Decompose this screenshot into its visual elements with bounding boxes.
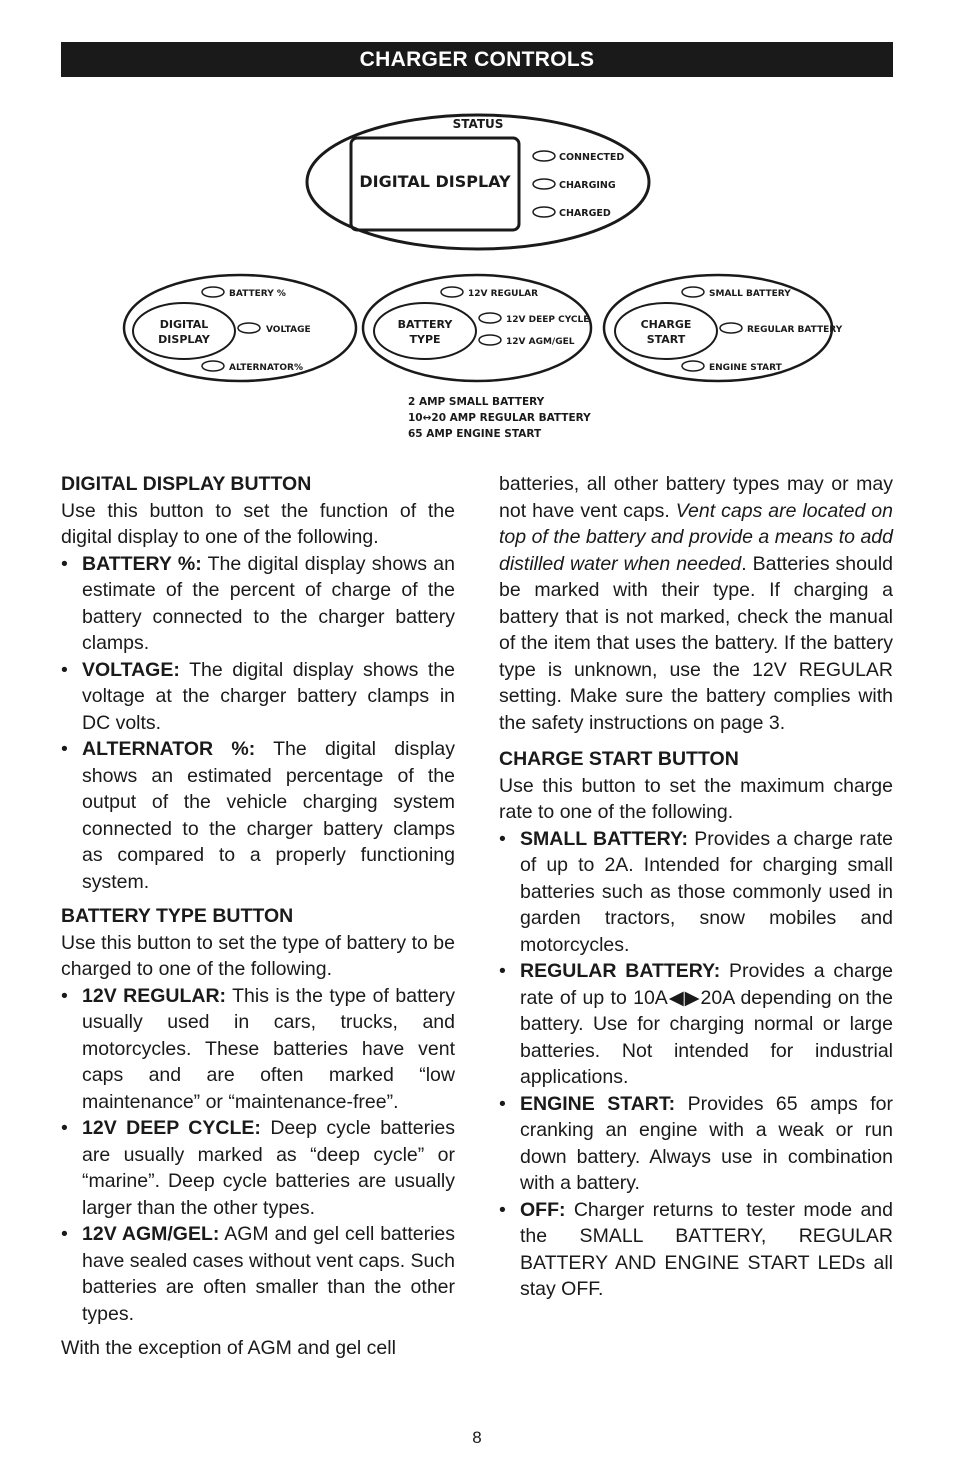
left-column [61,471,455,1362]
led-battery-percent-label: BATTERY % [229,289,286,299]
led-small-battery-label: SMALL BATTERY [709,289,791,299]
led-charging-icon [533,179,555,189]
led-voltage-label: VOLTAGE [266,325,311,335]
led-12v-agm-gel-label: 12V AGM/GEL [506,337,575,347]
led-regular-battery-label: REGULAR BATTERY [747,325,843,335]
led-alternator-icon [202,361,224,371]
digital-display-intro: Use this button to set the function of the digital display to one of the following. [61,499,455,548]
led-engine-start-icon [682,361,704,371]
note-regular-battery: 10↔20 AMP REGULAR BATTERY [408,412,591,424]
led-battery-percent-icon [202,287,224,297]
list-item: • BATTERY %: The digital display shows an estimate of the percent of charge of the battery connected to the charger battery clamps. [61,551,455,657]
digital-display-label: DIGITAL DISPLAY [359,172,511,191]
charge-start-intro: Use this button to set the maximum charge rate to one of the following. [499,774,893,823]
status-label: STATUS [452,117,504,131]
charge-start-button-label-1: CHARGE [640,318,692,331]
list-item: • SMALL BATTERY: Provides a charge rate of up to 2A. Intended for charging small batteries such as those commonly used in garden tractors, snow mobiles and motorcycles. [499,826,893,959]
led-connected-label: CONNECTED [559,152,625,163]
section-title: CHARGER CONTROLS [359,47,595,71]
led-12v-agm-gel-icon [479,335,501,345]
led-connected-icon [533,151,555,161]
list-item: • OFF: Charger returns to tester mode and the SMALL BATTERY, REGULAR BATTERY AND ENGINE START LEDs all stay OFF. [499,1197,893,1303]
list-item: • 12V DEEP CYCLE: Deep cycle batteries are usually marked as “deep cycle” or “marine”. Deep cycle batteries are usually larger than the other types. [61,1115,455,1221]
list-item: • ENGINE START: Provides 65 amps for cranking an engine with a weak or run down battery. Always use in combination with a battery. [499,1091,893,1197]
digital-display-list [61,551,455,896]
note-small-battery: 2 AMP SMALL BATTERY [408,396,545,408]
led-12v-regular-icon [441,287,463,297]
charge-start-button[interactable] [615,303,717,359]
battery-type-list [61,983,455,1328]
digital-display-heading: DIGITAL DISPLAY BUTTON [61,473,312,495]
led-12v-deep-cycle-label: 12V DEEP CYCLE [506,315,590,325]
led-charged-icon [533,207,555,217]
led-regular-battery-icon [720,323,742,333]
charger-controls-diagram [0,100,954,445]
led-charging-label: CHARGING [559,180,616,191]
battery-type-button-label-1: BATTERY [397,318,453,331]
battery-type-button-label-2: TYPE [409,333,441,346]
battery-type-intro: Use this button to set the type of battery to be charged to one of the following. [61,931,455,980]
page-number: 8 [472,1428,482,1447]
battery-type-closing: With the exception of AGM and gel cell [61,1337,396,1359]
battery-type-heading: BATTERY TYPE BUTTON [61,905,294,927]
note-engine-start: 65 AMP ENGINE START [408,428,542,440]
charge-start-button-label-2: START [646,333,686,346]
list-item: • 12V AGM/GEL: AGM and gel cell batteries have sealed cases without vent caps. Such batteries are often smaller than the other types. [61,1221,455,1327]
led-small-battery-icon [682,287,704,297]
battery-type-button[interactable] [374,303,476,359]
led-12v-deep-cycle-icon [479,313,501,323]
led-engine-start-label: ENGINE START [709,363,782,373]
digital-display-button-label-1: DIGITAL [159,318,209,331]
battery-type-continued: batteries, all other battery types may or may not have vent caps. Vent caps are located on top of the battery and provide a means to add distilled water when needed. Batteries should be marked with their type. If charging a battery that is not marked, check the manual of the item that uses the battery. If the battery type is unknown, use the 12V REGULAR setting. Make sure the battery complies with the safety instructions on page 3. [499,473,894,734]
digital-display-button-label-2: DISPLAY [158,333,210,346]
charge-start-list [499,826,893,1303]
list-item: • VOLTAGE: The digital display shows the voltage at the charger battery clamps in DC volts. [61,657,455,737]
right-column [499,471,893,1303]
section-title-bar [61,42,893,77]
led-alternator-label: ALTERNATOR% [229,363,303,373]
led-12v-regular-label: 12V REGULAR [468,289,539,299]
charge-start-heading: CHARGE START BUTTON [499,748,739,770]
digital-display-button[interactable] [133,303,235,359]
list-item: • ALTERNATOR %: The digital display shows an estimated percentage of the output of the vehicle charging system connected to the charger battery clamps as compared to a properly functioning system. [61,736,455,895]
list-item: • 12V REGULAR: This is the type of battery usually used in cars, trucks, and motorcycles. These batteries have vent caps and are often marked “low maintenance” or “maintenance-free”. [61,983,455,1116]
led-voltage-icon [238,323,260,333]
list-item: • REGULAR BATTERY: Provides a charge rate of up to 10A◀▶20A depending on the battery. Use for charging normal or large batteries. Not intended for industrial applications. [499,958,893,1091]
led-charged-label: CHARGED [559,208,611,219]
